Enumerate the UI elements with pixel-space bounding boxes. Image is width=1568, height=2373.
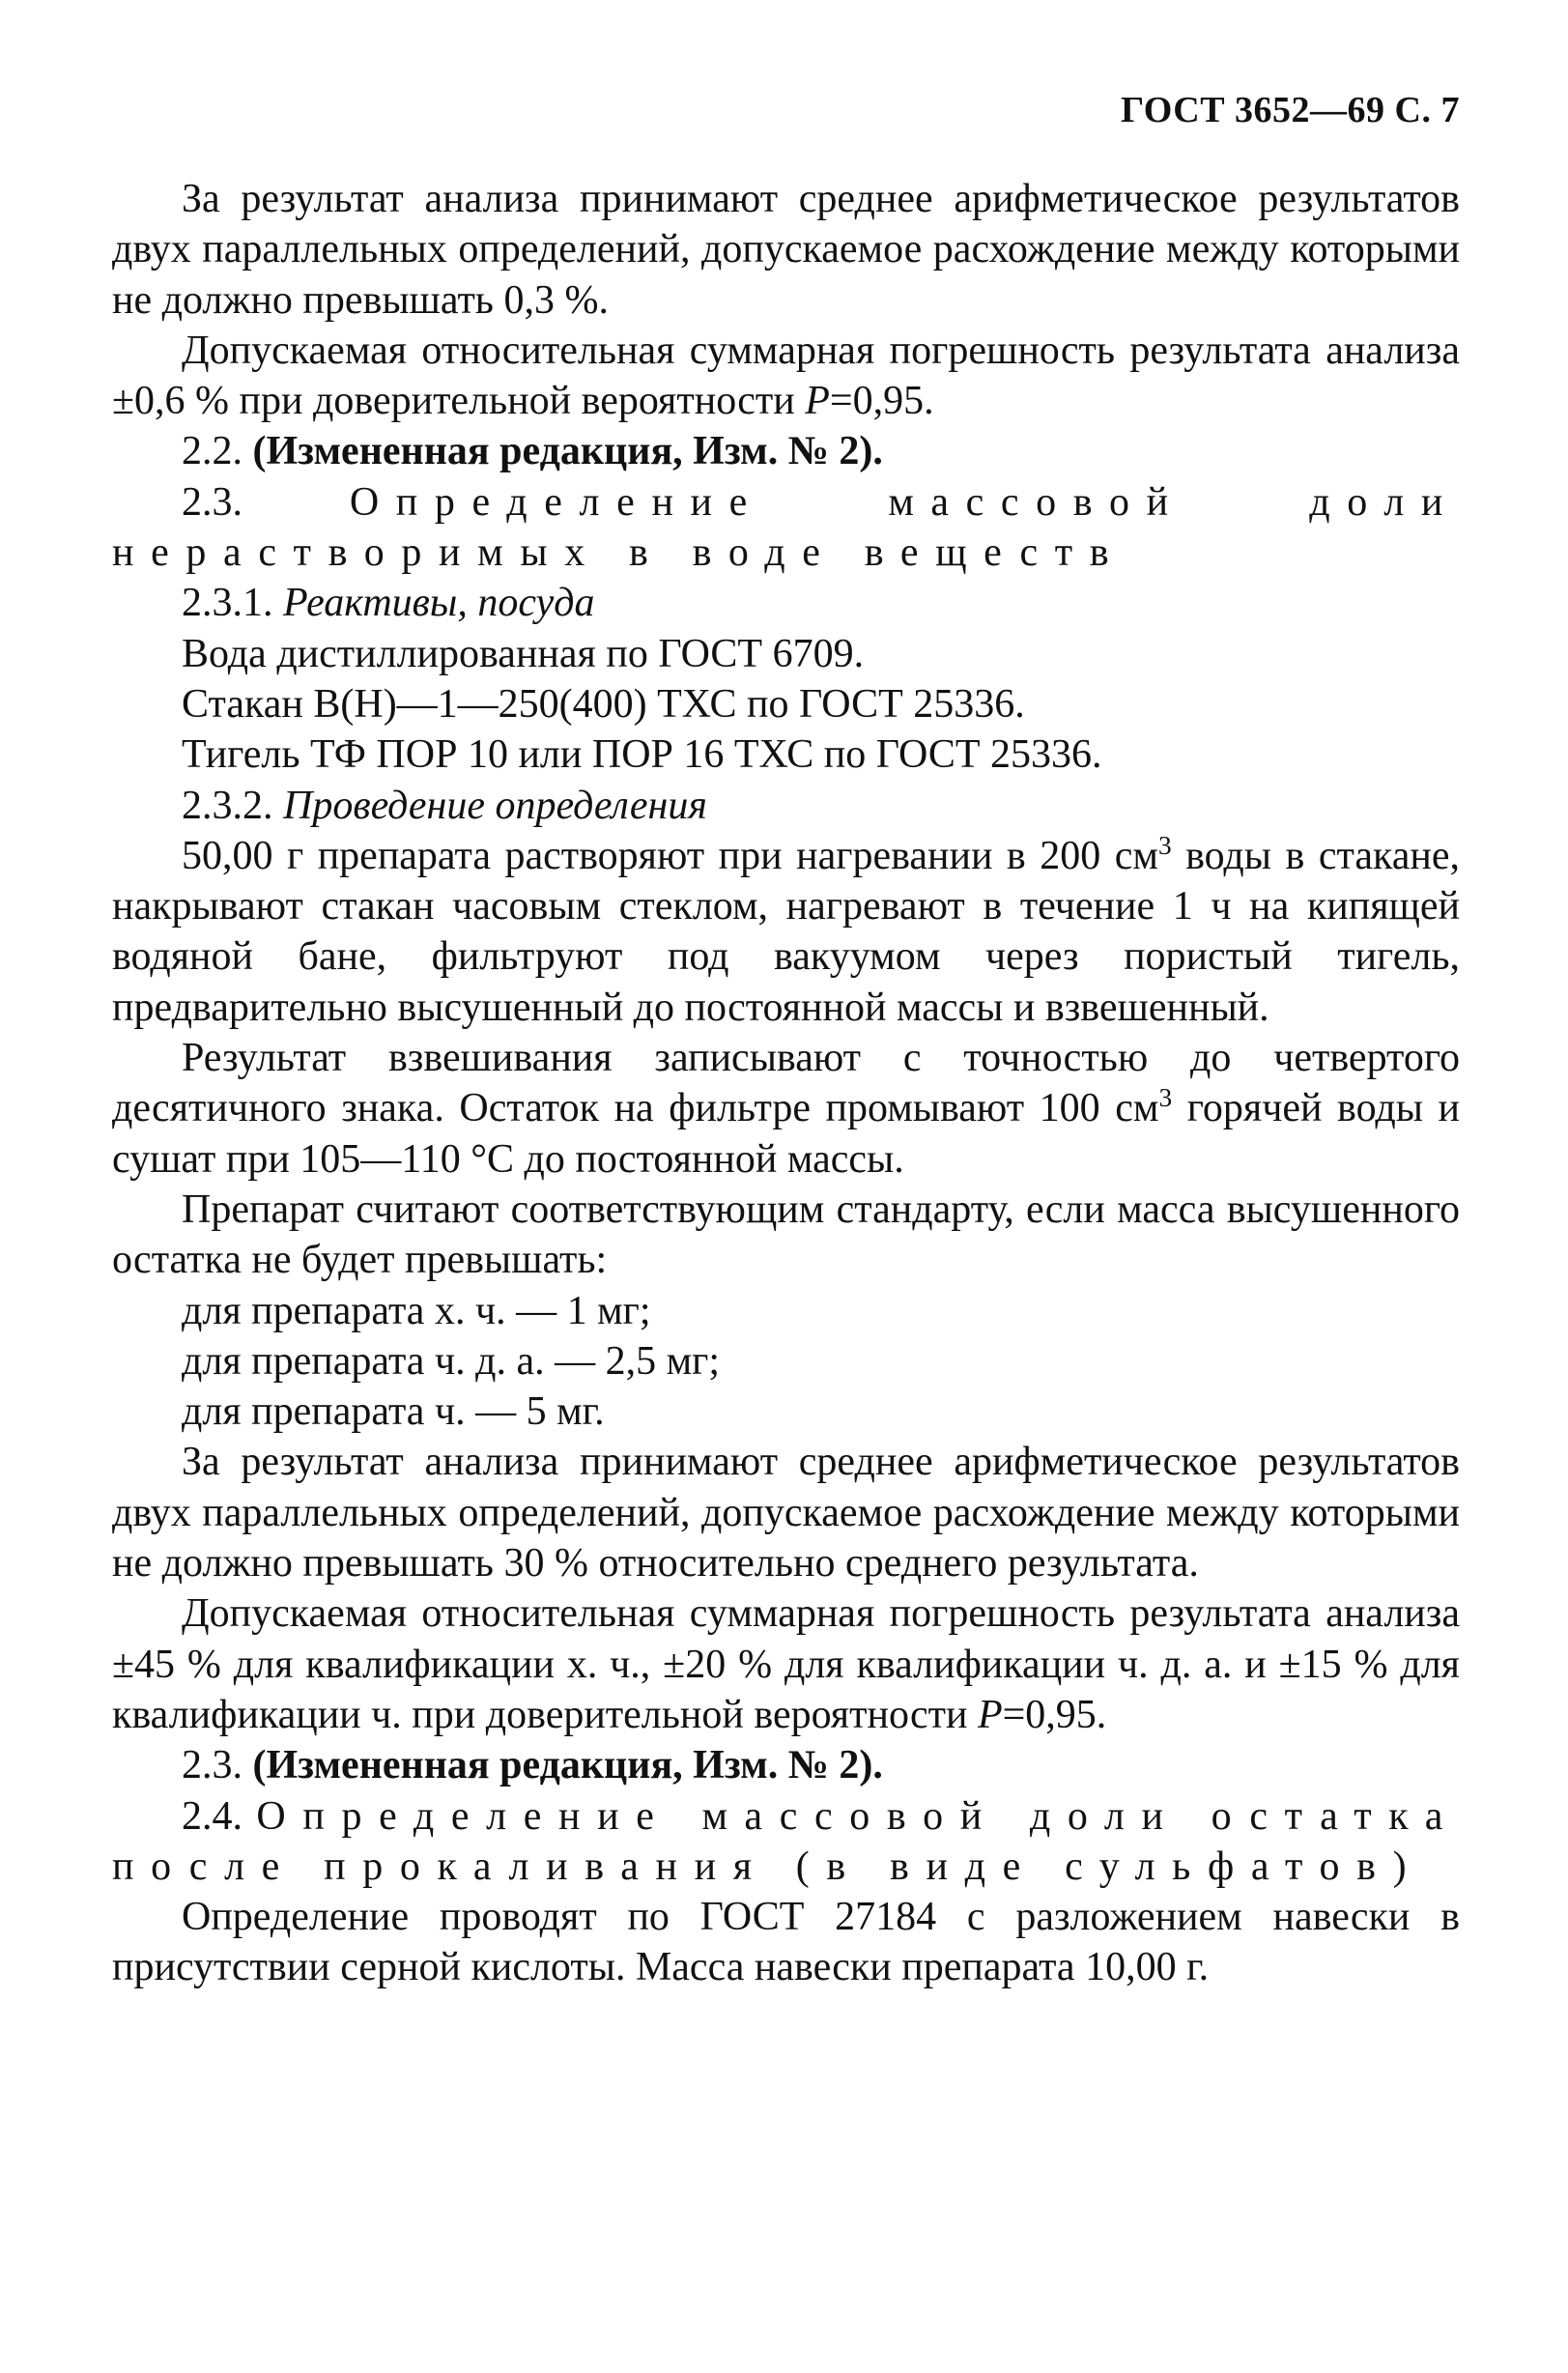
paragraph-text: воды в стакане, накрывают стакан часовым стеклом, нагревают в течение 1 ч на кипящей водяной бане, фильтруют под вакуумом через пористый тигель, предварительно высушенный до постоянной массы и взвешенный.	[112, 833, 1461, 1030]
reagent-text: Вода дистиллированная по ГОСТ 6709.	[182, 631, 865, 676]
paragraph-error-margin	[112, 326, 1460, 427]
section-heading-2-4	[112, 1791, 1460, 1893]
section-number: 2.3.1.	[182, 581, 273, 626]
limit-text: для препарата ч. д. а. — 2,5 мг;	[182, 1338, 721, 1384]
subsection-heading-2-3-2	[112, 781, 1460, 831]
paragraph-text: горячей воды и сушат при 105—110 °С до постоянной массы.	[112, 1086, 1460, 1182]
paragraph-text: Результат взвешивания записывают с точностью до четвертого десятичного знака. Остаток на фильтре промывают 100 см	[112, 1036, 1460, 1131]
paragraph-amendment-2-3	[112, 1740, 1460, 1790]
reagent-item	[112, 729, 1460, 780]
subsection-title: Реактивы, посуда	[283, 581, 595, 626]
limit-item	[112, 1387, 1460, 1437]
paragraph-text: За результат анализа принимают среднее арифметическое результатов двух параллельных определений, допускаемое расхождение между которыми не должно превышать 0,3 %.	[112, 177, 1460, 323]
amendment-note: (Измененная редакция, Изм. № 2).	[252, 1743, 883, 1788]
reagent-item	[112, 629, 1460, 679]
section-heading-2-3	[112, 477, 1460, 579]
paragraph-text: Допускаемая относительная суммарная погрешность результата анализа ±45 % для квалификации х. ч., ±20 % для квалификации ч. д. а. и ±15 % для квалификации ч. при доверительной вероятности	[112, 1591, 1460, 1737]
page-header: ГОСТ 3652—69 С. 7	[1121, 90, 1460, 130]
limit-item	[112, 1336, 1460, 1387]
document-body	[112, 174, 1460, 1993]
reagent-text: Тигель ТФ ПОР 10 или ПОР 16 ТХС по ГОСТ 25336.	[182, 732, 1102, 778]
paragraph-amendment-2-2	[112, 426, 1460, 476]
paragraph-text: Определение проводят по ГОСТ 27184 с разложением навески в присутствии серной кислоты. Масса навески препарата 10,00 г.	[112, 1895, 1460, 1990]
superscript: 3	[1157, 830, 1172, 860]
section-title: Определение массовой доли остатка после прокаливания (в виде сульфатов)	[112, 1793, 1460, 1889]
paragraph-text: =0,95.	[829, 379, 934, 424]
subsection-heading-2-3-1	[112, 578, 1460, 628]
limit-text: для препарата ч. — 5 мг.	[182, 1389, 605, 1435]
subsection-title: Проведение определения	[283, 783, 707, 828]
paragraph-result-average-2	[112, 1437, 1460, 1588]
paragraph-text: =0,95.	[1002, 1692, 1107, 1737]
paragraph-text: За результат анализа принимают среднее арифметическое результатов двух параллельных определений, допускаемое расхождение между которыми не должно превышать 30 % относительно среднего результата.	[112, 1440, 1460, 1587]
probability-symbol: P	[977, 1692, 1003, 1737]
probability-symbol: P	[805, 379, 830, 424]
paragraph-ignition-residue	[112, 1892, 1460, 1993]
section-number: 2.3.	[182, 479, 242, 525]
limit-text: для препарата х. ч. — 1 мг;	[182, 1288, 651, 1333]
section-number: 2.3.2.	[182, 783, 273, 828]
paragraph-text: Препарат считают соответствующим стандарту, если масса высушенного остатка не будет превышать:	[112, 1186, 1460, 1283]
paragraph-text: Допускаемая относительная суммарная погрешность результата анализа ±0,6 % при доверительной вероятности	[112, 328, 1460, 424]
paragraph-result-average	[112, 174, 1460, 326]
section-title: Определение массовой доли нерастворимых в воде веществ	[112, 479, 1461, 576]
section-number: 2.2.	[182, 429, 242, 474]
paragraph-error-margin-2	[112, 1588, 1460, 1740]
paragraph-weighing	[112, 1033, 1460, 1185]
reagent-text: Стакан В(Н)—1—250(400) ТХС по ГОСТ 25336.	[182, 681, 1025, 727]
limit-item	[112, 1286, 1460, 1336]
paragraph-procedure	[112, 831, 1460, 1033]
amendment-note: (Измененная редакция, Изм. № 2).	[252, 429, 883, 474]
section-number: 2.4.	[182, 1793, 242, 1839]
paragraph-text: 50,00 г препарата растворяют при нагревании в 200 см	[182, 833, 1158, 878]
reagent-item	[112, 679, 1460, 729]
paragraph-compliance	[112, 1185, 1460, 1286]
section-number: 2.3.	[182, 1743, 242, 1788]
superscript: 3	[1158, 1083, 1173, 1113]
